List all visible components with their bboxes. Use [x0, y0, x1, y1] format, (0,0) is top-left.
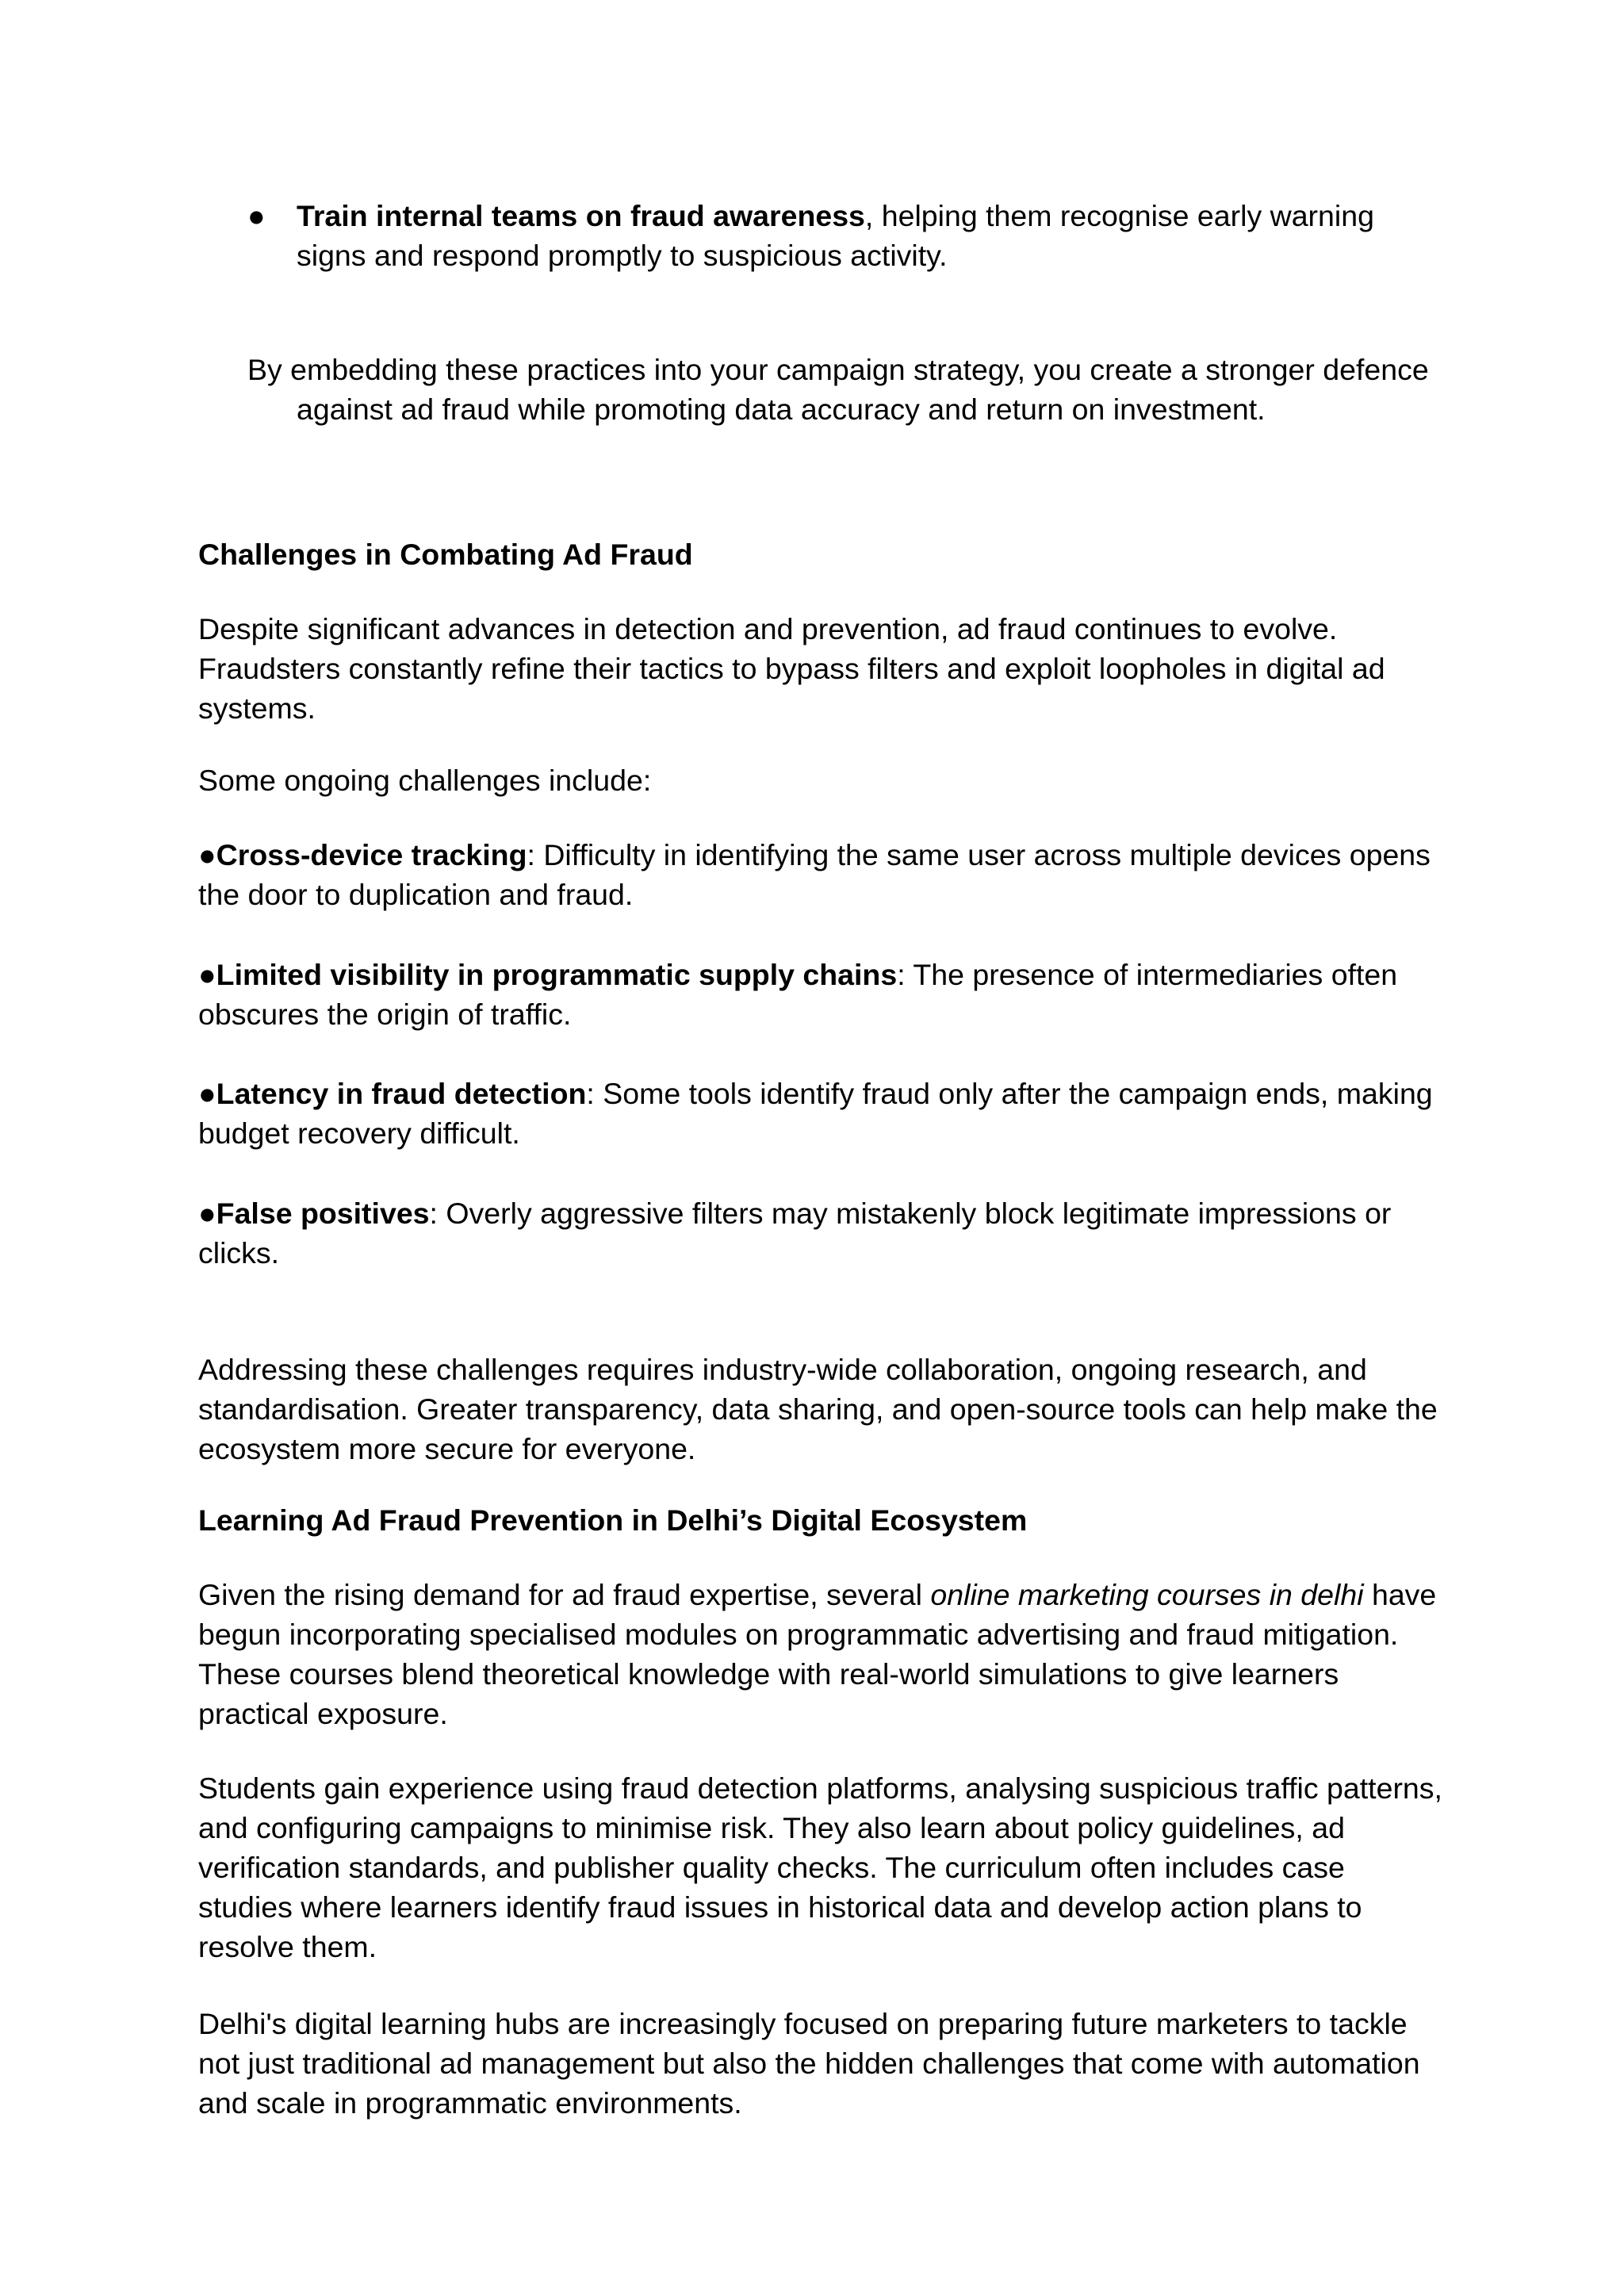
bullet-marker: ● [198, 838, 216, 871]
challenge-item-bold: False positives [216, 1197, 430, 1230]
challenge-item-bold: Cross-device tracking [216, 838, 527, 871]
challenge-item-latency [198, 1074, 1443, 1153]
learning-paragraph-1-after: have begun incorporating specialised modules on programmatic advertising and fraud mitigation. These courses blend theoretical knowledge with real-world simulations to give learners practical exposure. [198, 1578, 1437, 1730]
learning-paragraph-1-italic: online marketing courses in delhi [930, 1578, 1364, 1611]
challenge-item-rest: : The presence of intermediaries often obscures the origin of traffic. [198, 958, 1398, 1031]
challenge-item-bold: Limited visibility in programmatic supply chains [216, 958, 898, 991]
bullet-marker: ● [198, 1077, 216, 1110]
bullet-marker: ● [198, 1197, 216, 1230]
training-bullet-bold: Train internal teams on fraud awareness [297, 199, 865, 232]
challenge-item-rest: : Some tools identify fraud only after the campaign ends, making budget recovery difficult. [198, 1077, 1433, 1150]
learning-paragraph-1 [198, 1575, 1443, 1733]
embedding-paragraph: By embedding these practices into your campaign strategy, you create a stronger defence against ad fraud while promoting data accuracy and return on investment. [247, 353, 1429, 426]
challenge-item-rest: : Overly aggressive filters may mistakenly block legitimate impressions or clicks. [198, 1197, 1392, 1270]
bullet-marker: ● [198, 958, 216, 991]
challenge-item-rest: : Difficulty in identifying the same user across multiple devices opens the door to duplication and fraud. [198, 838, 1431, 911]
challenges-lead-in: Some ongoing challenges include: [198, 764, 652, 797]
challenges-heading: Challenges in Combating Ad Fraud [198, 538, 693, 571]
training-bullet-text [297, 196, 1438, 275]
challenges-intro-paragraph: Despite significant advances in detection and prevention, ad fraud continues to evolve. Fraudsters constantly refine their tactics to bypass filters and exploit loopholes in digital ad systems. [198, 612, 1385, 725]
challenge-item-false-positives [198, 1193, 1443, 1273]
challenge-item-limited-visibility [198, 955, 1443, 1034]
learning-paragraph-3: Delhi's digital learning hubs are increasingly focused on preparing future marketers to tackle not just traditional ad management but also the hidden challenges that come with automation and scale in programmatic environments. [198, 2007, 1420, 2120]
challenge-item-bold: Latency in fraud detection [216, 1077, 587, 1110]
challenge-item-cross-device [198, 835, 1443, 914]
learning-heading: Learning Ad Fraud Prevention in Delhi’s Digital Ecosystem [198, 1503, 1028, 1537]
learning-paragraph-1-before: Given the rising demand for ad fraud expertise, several [198, 1578, 931, 1611]
learning-paragraph-2: Students gain experience using fraud detection platforms, analysing suspicious traffic patterns, and configuring campaigns to minimise risk. They also learn about policy guidelines, ad verification standards, and publisher quality checks. The curriculum often includes case studies where learners identify fraud issues in historical data and develop action plans to resolve them. [198, 1771, 1442, 1963]
training-bullet-rest: , helping them recognise early warning signs and respond promptly to suspicious activity. [297, 199, 1374, 272]
bullet-marker: ● [247, 199, 266, 232]
challenges-closing-paragraph: Addressing these challenges requires industry-wide collaboration, ongoing research, and standardisation. Greater transparency, data sharing, and open-source tools can help make the ecosystem more secure for everyone. [198, 1353, 1438, 1465]
